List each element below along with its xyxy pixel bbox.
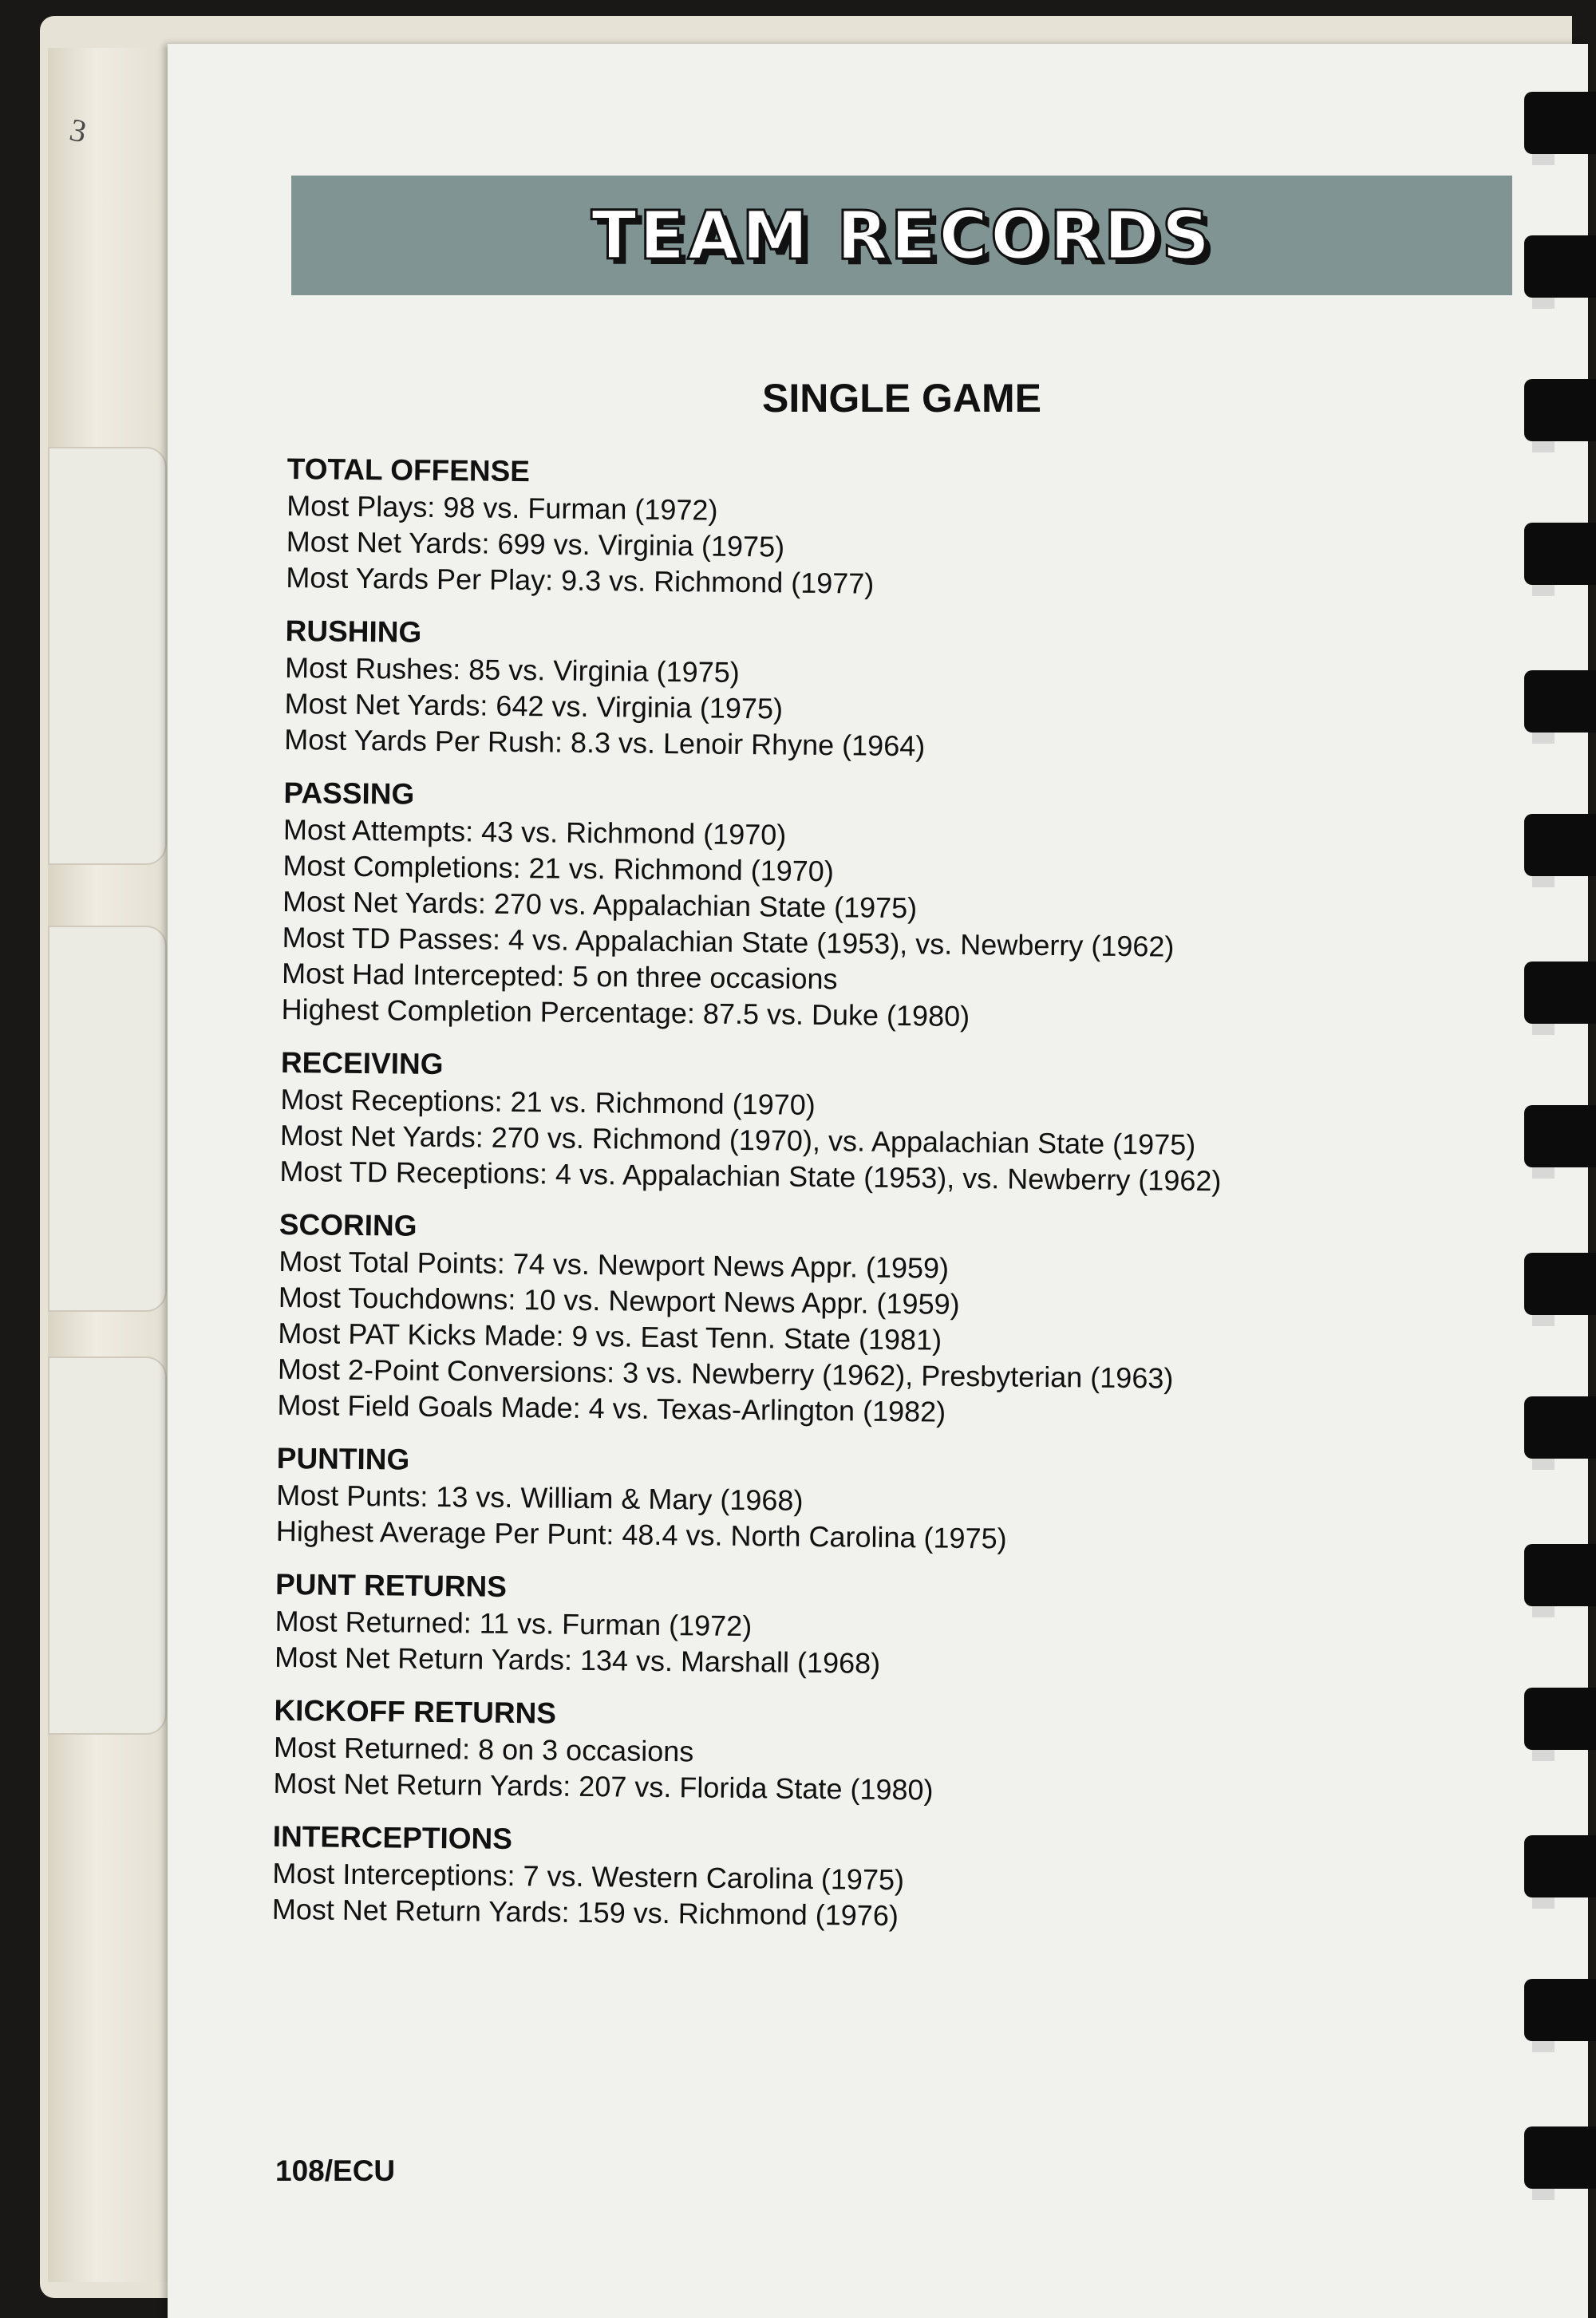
- record-line: Most Rushes: 85 vs. Virginia (1975): [284, 650, 740, 689]
- section-heading: PUNT RETURNS: [275, 1567, 508, 1603]
- section-heading: RUSHING: [285, 614, 422, 649]
- spiral-coil: [1524, 235, 1596, 298]
- record-section: [286, 451, 1325, 606]
- record-line: Most Field Goals Made: 4 vs. Texas-Arlington (1982): [277, 1388, 946, 1428]
- section-heading: SCORING: [279, 1207, 417, 1242]
- page-title: TEAM RECORDS: [591, 196, 1213, 274]
- section-subtitle: SINGLE GAME: [761, 376, 1042, 421]
- section-heading: TOTAL OFFENSE: [286, 452, 531, 488]
- record-line: Most Yards Per Rush: 8.3 vs. Lenoir Rhyne (1964): [283, 722, 926, 763]
- spiral-coil: [1524, 962, 1596, 1024]
- section-heading: PUNTING: [276, 1441, 410, 1476]
- spiral-coil: [1524, 1105, 1596, 1167]
- record-line: Most Receptions: 21 vs. Richmond (1970): [280, 1082, 816, 1121]
- record-line: Most Net Yards: 270 vs. Richmond (1970), vs. Appalachian State (1975): [279, 1118, 1196, 1161]
- page-number: 108/ECU: [275, 2154, 396, 2187]
- spiral-coil: [1524, 92, 1596, 154]
- section-heading: KICKOFF RETURNS: [274, 1693, 557, 1730]
- record-section: [273, 1692, 1311, 1812]
- record-line: Highest Average Per Punt: 48.4 vs. North Carolina (1975): [275, 1514, 1007, 1555]
- record-line: Most Net Yards: 642 vs. Virginia (1975): [284, 686, 784, 725]
- spiral-coil: [1524, 1979, 1596, 2041]
- record-line: Most Yards Per Play: 9.3 vs. Richmond (1977): [286, 560, 875, 600]
- show-through-text: [1341, 455, 1347, 482]
- record-line: Most PAT Kicks Made: 9 vs. East Tenn. State (1981): [278, 1316, 942, 1356]
- section-heading: RECEIVING: [280, 1045, 444, 1081]
- index-tab[interactable]: [48, 926, 167, 1312]
- spiral-coil: [1524, 1253, 1596, 1315]
- record-line: Most Plays: 98 vs. Furman (1972): [286, 488, 718, 527]
- spiral-coil: [1524, 1396, 1596, 1459]
- record-line: Most TD Receptions: 4 vs. Appalachian State (1953), vs. Newberry (1962): [279, 1154, 1222, 1198]
- section-heading: INTERCEPTIONS: [272, 1819, 513, 1856]
- record-line: Most Touchdowns: 10 vs. Newport News Appr. (1959): [278, 1280, 960, 1321]
- record-line: Most Completions: 21 vs. Richmond (1970): [282, 848, 835, 888]
- record-line: Most Net Return Yards: 207 vs. Florida State (1980): [273, 1766, 934, 1807]
- spiral-coil: [1524, 379, 1596, 441]
- spiral-coil: [1524, 1688, 1596, 1750]
- record-line: Most Total Points: 74 vs. Newport News Appr. (1959): [279, 1244, 950, 1285]
- record-section: [284, 613, 1323, 768]
- spiral-coil: [1524, 2126, 1596, 2189]
- record-line: Most Net Return Yards: 134 vs. Marshall (1968): [274, 1640, 881, 1680]
- spiral-coil: [1524, 670, 1596, 733]
- record-section: [281, 775, 1321, 1038]
- record-section: [275, 1566, 1313, 1686]
- record-line: Most Net Return Yards: 159 vs. Richmond (1976): [271, 1892, 899, 1933]
- record-line: Most Had Intercepted: 5 on three occasions: [281, 956, 838, 996]
- record-line: Most 2-Point Conversions: 3 vs. Newberry (1962), Presbyterian (1963): [277, 1352, 1174, 1395]
- spiral-coil: [1524, 523, 1596, 585]
- record-line: Most Returned: 8 on 3 occasions: [273, 1730, 694, 1768]
- record-line: Most Net Yards: 270 vs. Appalachian State (1975): [282, 884, 918, 925]
- record-line: Highest Completion Percentage: 87.5 vs. Duke (1980): [281, 992, 970, 1033]
- record-section: [279, 1044, 1318, 1200]
- title-banner: [291, 176, 1512, 295]
- section-heading: PASSING: [283, 776, 415, 811]
- record-section: [277, 1206, 1317, 1434]
- record-line: Most Returned: 11 vs. Furman (1972): [275, 1604, 753, 1643]
- record-line: Most Net Yards: 699 vs. Virginia (1975): [286, 524, 785, 563]
- spiral-coil: [1524, 1544, 1596, 1606]
- record-section: [272, 1818, 1310, 1938]
- spiral-coil: [1524, 814, 1596, 876]
- record-line: Most Attempts: 43 vs. Richmond (1970): [282, 812, 787, 851]
- spiral-coil: [1524, 1835, 1596, 1897]
- record-line: Most Interceptions: 7 vs. Western Carolina (1975): [272, 1856, 905, 1897]
- record-line: Most TD Passes: 4 vs. Appalachian State (1953), vs. Newberry (1962): [282, 920, 1175, 963]
- records-list: [271, 451, 1325, 1956]
- record-section: [276, 1440, 1314, 1560]
- index-tab[interactable]: [48, 447, 167, 865]
- margin-note: 3: [66, 111, 90, 150]
- record-line: Most Punts: 13 vs. William & Mary (1968): [276, 1478, 804, 1517]
- index-tab[interactable]: [48, 1356, 167, 1735]
